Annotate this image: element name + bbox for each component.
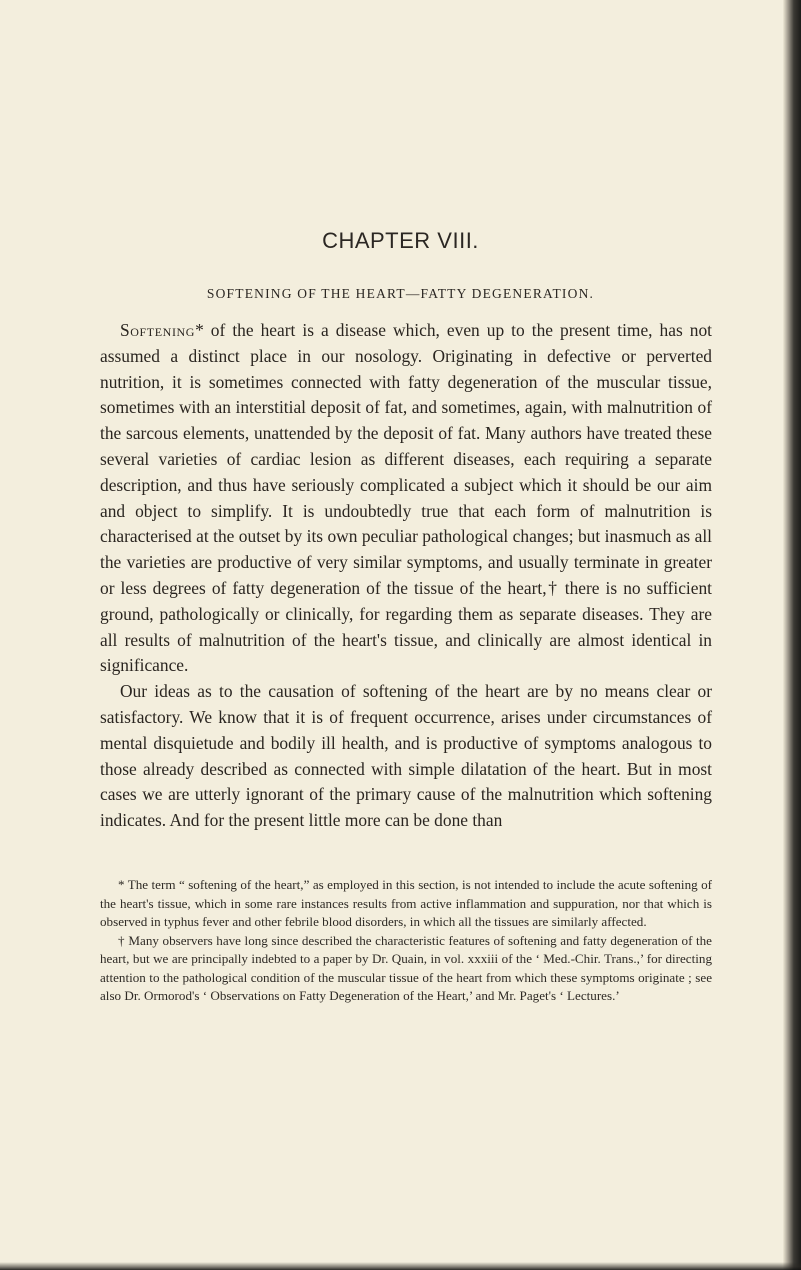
paragraph-1 xyxy=(100,318,712,679)
chapter-title: CHAPTER VIII. xyxy=(322,228,479,253)
body-text xyxy=(100,318,712,834)
paragraph-2: Our ideas as to the causation of softening of the heart are by no means clear or satisfactory. We know that it is of frequent occurrence, arises under circumstances of mental disquietude and bodily ill health, and is productive of symptoms analogous to those already described as connected with simple dilatation of the heart. But in most cases we are utterly ignorant of the primary cause of the malnutrition which softening indicates. And for the present little more can be done than xyxy=(100,681,712,831)
lead-word: Softening xyxy=(120,320,196,340)
footnote-1: * The term “ softening of the heart,” as employed in this section, is not intended to include the acute softening of the heart's tissue, which in some rare instances results from active inflammation and suppuration, nor that which is observed in typhus fever and other febrile blood disorders, in which all the tissues are similarly affected. xyxy=(100,877,712,929)
page-binding-edge xyxy=(783,0,801,1270)
section-title: SOFTENING OF THE HEART—FATTY DEGENERATION. xyxy=(206,286,595,301)
page-bottom-edge xyxy=(0,1262,801,1270)
footnote-mark-dagger: † xyxy=(546,577,559,598)
footnote-mark-asterisk: * xyxy=(195,320,204,340)
paragraph-1-text-b: there is no sufficient ground, pathologically or clinically, for regarding them as separate diseases. They are all results of malnutrition of the heart's tissue, and clinically are almost identical in significance. xyxy=(100,577,712,676)
paragraph-1-text-a: of the heart is a disease which, even up to the present time, has not assumed a distinct place in our nosology. Originating in defective or perverted nutrition, it is sometimes connected with fatty degeneration of the muscular tissue, sometimes with an interstitial deposit of fat, and sometimes, again, with malnutrition of the sarcous elements, unattended by the deposit of fat. Many authors have treated these several varieties of cardiac lesion as different diseases, each requiring a separate description, and thus have seriously complicated a subject which it should be our aim and object to simplify. It is undoubtedly true that each form of malnutrition is characterised at the outset by its own peculiar pathological changes; but inasmuch as all the varieties are productive of very similar symptoms, and usually terminate in greater or less degrees of fatty degeneration of the tissue of the heart, xyxy=(100,320,712,598)
footnotes xyxy=(100,876,712,1006)
footnote-2: † Many observers have long since described the characteristic features of softening and fatty degeneration of the heart, but we are principally indebted to a paper by Dr. Quain, in vol. xxxiii of the ‘ Med.-Chir. Trans.,’ for directing attention to the pathological condition of the muscular tissue of the heart from which these symptoms originate ; see also Dr. Ormorod's ‘ Observations on Fatty Degeneration of the Heart,’ and Mr. Paget's ‘ Lectures.’ xyxy=(100,932,712,1003)
